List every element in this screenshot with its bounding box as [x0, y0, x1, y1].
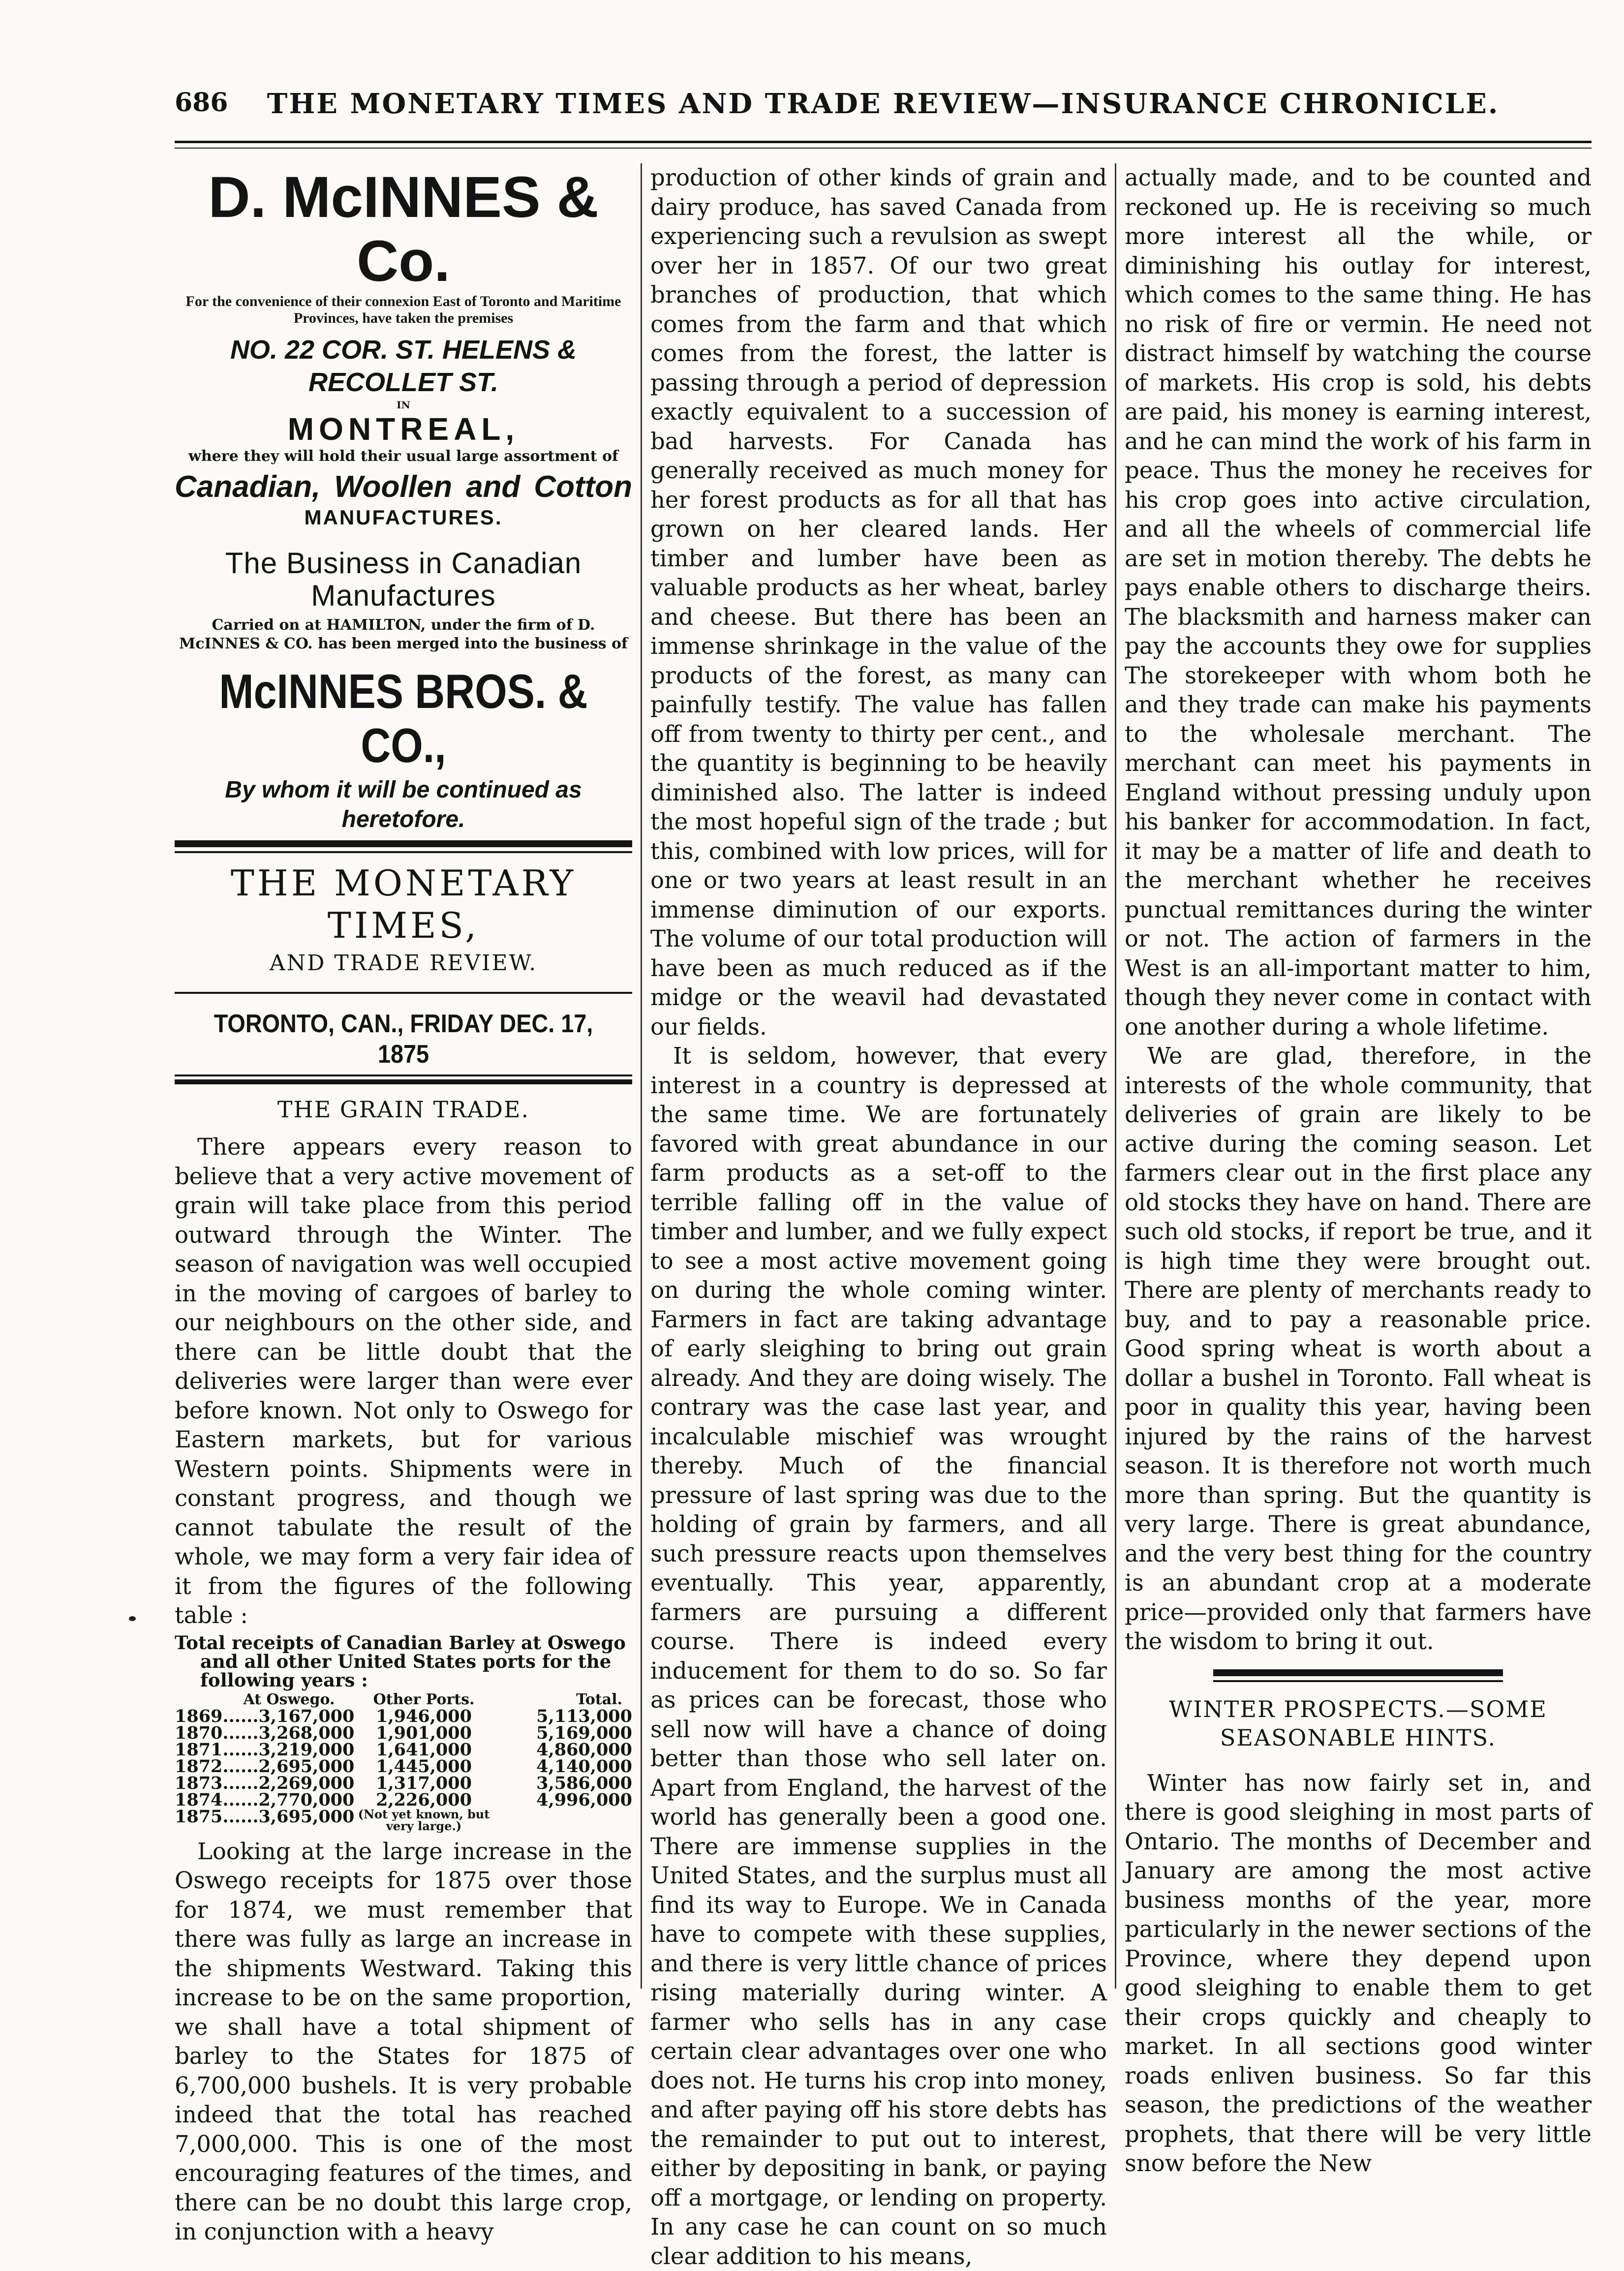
ad-goods-word: Cotton: [534, 470, 632, 504]
table-caption: [175, 1633, 632, 1689]
year-oswego-cell: [175, 1789, 355, 1810]
table-caption-line: and all other United States ports for the following years :: [200, 1650, 612, 1691]
total-value: [493, 1809, 632, 1832]
table-row: [175, 1742, 632, 1758]
table-row: [175, 1809, 632, 1832]
ad-carried-on: Carried on at HAMILTON, under the firm of D. McINNES & CO. has been merged into the business of: [179, 616, 628, 652]
leader-dots: ......: [222, 1722, 259, 1743]
total-value: 4,996,000: [536, 1789, 632, 1810]
table-row: [175, 1792, 632, 1809]
oswego-value: 2,770,000: [258, 1789, 355, 1810]
column-3: [1125, 163, 1592, 2177]
year-oswego-cell: [175, 1722, 355, 1743]
page-number: 686: [175, 88, 228, 118]
barley-receipts-table: [175, 1691, 632, 1832]
oswego-value: 2,695,000: [258, 1756, 355, 1777]
year: 1875: [175, 1806, 223, 1827]
other-ports-value: 1,901,000: [376, 1722, 472, 1743]
total-value: 3,586,000: [536, 1773, 632, 1793]
table-row: [175, 1758, 632, 1775]
separator-rule-thick: [1213, 1669, 1502, 1676]
masthead-rule: [175, 992, 632, 994]
oswego-value: 3,268,000: [258, 1722, 355, 1743]
year-oswego-cell: [175, 1758, 354, 1775]
table-header: Other Ports.: [373, 1690, 475, 1708]
article-heading: THE GRAIN TRADE.: [277, 1096, 530, 1123]
article-separator: [1125, 1669, 1592, 1682]
year: 1870: [175, 1722, 223, 1743]
ad-goods-word: and: [466, 470, 521, 504]
article-body: [175, 1133, 632, 2247]
other-ports-value: 1,641,000: [376, 1739, 472, 1760]
column-divider-1: [641, 163, 642, 1989]
mcinnes-advertisement: [175, 165, 632, 834]
ad-in: IN: [397, 399, 410, 411]
table-row: [175, 1725, 632, 1742]
ad-manufactures: MANUFACTURES.: [304, 506, 503, 529]
dateline: TORONTO, CAN., FRIDAY DEC. 17, 1875: [214, 1010, 593, 1069]
ad-continued: By whom it will be continued as heretofore.: [225, 777, 582, 832]
total-value: 5,113,000: [536, 1706, 632, 1726]
year-oswego-cell: [175, 1708, 354, 1725]
other-ports-value: 2,226,000: [376, 1789, 472, 1810]
leader-dots: ......: [222, 1806, 259, 1827]
leader-dots: ......: [222, 1739, 259, 1760]
table-header: Total.: [576, 1690, 622, 1708]
table-row: [175, 1775, 632, 1792]
year-oswego-cell: [175, 1739, 355, 1760]
header-rule-thin: [175, 148, 1592, 149]
ad-where: where they will hold their usual large assortment of: [188, 448, 618, 465]
ad-goods-word: Canadian,: [175, 470, 321, 504]
leader-dots: ......: [222, 1789, 259, 1810]
table-caption-line: Total receipts of Canadian Barley at Oswego: [175, 1631, 626, 1654]
masthead: [175, 862, 632, 977]
ad-business-title: The Business in Canadian Manufactures: [225, 547, 582, 612]
running-header: [175, 88, 1592, 127]
paragraph: Winter has now fairly set in, and there is good sleighing in most parts of Ontario. The months of December and January are among the most active business months of the year, more particularly in the newer sections of the Province, where they depend upon good sleighing to enable them to get their crops quickly and cheaply to market. In all sections good winter roads enliven business. So far this season, the predictions of the weather prophets, that there will be very little snow before the New: [1125, 1769, 1592, 2177]
column-1: [175, 163, 632, 2245]
total-value: 4,140,000: [536, 1756, 632, 1777]
separator-rule-thin: [1213, 1680, 1502, 1682]
other-ports-note: (Not yet known, but very large.): [358, 1807, 490, 1833]
running-title: THE MONETARY TIMES AND TRADE REVIEW—INSURANCE CHRONICLE.: [267, 88, 1500, 120]
article-body: [1125, 1769, 1592, 2179]
ad-rule-thin: [175, 851, 632, 853]
year: 1873: [175, 1773, 223, 1793]
margin-mark: [129, 1616, 136, 1621]
oswego-value: 2,269,000: [258, 1773, 355, 1793]
year: 1874: [175, 1789, 223, 1810]
ad-rule-thick: [175, 840, 632, 847]
other-ports-value: 1,946,000: [376, 1706, 472, 1726]
dateline-rule-thin: [175, 1074, 632, 1076]
dateline-rule-thick: [175, 1079, 632, 1084]
paragraph: actually made, and to be counted and reckoned up. He is receiving so much more interest all the while, or diminishing his outlay for interest, which comes to the same thing. He has no risk of fire or vermin. He need not distract himself by watching the course of markets. His crop is sold, his debts are paid, his money is earning interest, and he can mind the work of his farm in peace. Thus the money he receives for his crop goes into active circulation, and all the wheels of commercial life are set in motion thereby. The debts he pays enable others to discharge theirs. The blacksmith and harness maker can pay the accounts they owe for supplies The storekeeper with whom both he and they trade can make his payments to the wholesale merchant. The merchant can meet his payments in England without pressing unduly upon his banker for accommodation. In fact, it may be a matter of life and death to the merchant whether he receives punctual remittances during the winter or not. The action of farmers in the West is an all-important matter to him, though they never come in contact with one another during a whole lifetime.: [1125, 164, 1592, 1040]
year-oswego-cell: [175, 1775, 354, 1792]
ad-bros-name: McINNES BROS. & CO.,: [219, 664, 588, 772]
paragraph: production of other kinds of grain and dairy produce, has saved Canada from experiencing such a revulsion as swept over her in 1857. Of our two great branches of production, that which comes from the farm and that which comes from the forest, the latter is passing through a period of depression exactly equivalent to a succession of bad harvests. For Canada has generally received as much money for her forest products as for all that has grown on her cleared lands. Her timber and lumber have been as valuable products as her wheat, barley and cheese. But there has been an immense shrinkage in the value of the products of the forest, as many can painfully testify. The value has fallen off from twenty to thirty per cent., and the quantity is beginning to be heavily diminished also. The latter is indeed the most hopeful sign of the trade ; but this, combined with low prices, will for one or two years at least result in an immense diminution of our exports. The volume of our total production will have been as much reduced as if the midge or the weavil had devastated our fields.: [650, 164, 1107, 1040]
article-body-continued: [1125, 163, 1592, 1657]
ad-intro: For the convenience of their connexion East of Toronto and Maritime Provinces, have taken the premises: [185, 293, 621, 326]
ad-address: NO. 22 COR. ST. HELENS & RECOLLET ST.: [230, 335, 577, 397]
paragraph: Looking at the large increase in the Oswego receipts for 1875 over those for 1874, we must remember that there was fully as large an increase in the shipments Westward. Taking this increase to be on the same proportion, we shall have a total shipment of barley to the States for 1875 of 6,700,000 bushels. It is very probable indeed that the total has reached 7,000,000. This is one of the most encouraging features of the times, and there can be no doubt this large crop, in conjunction with a heavy: [175, 1838, 632, 2245]
year: 1869: [175, 1706, 223, 1726]
ad-city: MONTREAL,: [287, 411, 520, 447]
paragraph: We are glad, therefore, in the interests of the whole community, that deliveries of grain are likely to be active during the coming season. Let farmers clear out in the first place any old stocks they have on hand. There are such old stocks, if report be true, and it is high time they were brought out. There are plenty of merchants ready to buy, and to pay a reasonable price. Good spring wheat is worth about a dollar a bushel in Toronto. Fall wheat is poor in quality this year, having been injured by the rains of the harvest season. It is therefore not worth much more than spring. But the quantity is very large. There is great abundance, and the very best thing for the country is an abundant crop at a moderate price—provided only that farmers have the wisdom to bring it out.: [1125, 1043, 1592, 1655]
article-heading: WINTER PROSPECTS.—SOME SEASONABLE HINTS.: [1169, 1695, 1547, 1751]
table-header: At Oswego.: [243, 1690, 335, 1708]
year: 1871: [175, 1739, 223, 1760]
paragraph: It is seldom, however, that every interest in a country is depressed at the same time. We are fortunately favored with great abundance in our farm products as a set-off to the terrible falling off in the value of timber and lumber, and we fully expect to see a most active movement going on during the whole coming winter. Farmers in fact are taking advantage of early sleighing to bring out grain already. And they are doing wisely. The contrary was the case last year, and incalculable mischief was wrought thereby. Much of the financial pressure of last spring was due to the holding of grain by farmers, and all such pressure reacts upon themselves eventually. This year, apparently, farmers are pursuing a different course. There is indeed every inducement for them to do so. So far as prices can be forecast, those who sell now will have a chance of doing better than those who sell later on. Apart from England, the harvest of the world has generally been a good one. There are immense supplies in the United States, and the surplus must all find its way to Europe. We in Canada have to compete with these supplies, and there is very little chance of prices rising materially during winter. A farmer who sells has in any case certain clear advantages over one who does not. He turns his crop into money, and after paying off his store debts has the remainder to put out to interest, either by depositing in bank, or paying off a mortgage, or lending on property. In any case he can count on so much clear addition to his means,: [650, 1043, 1107, 2270]
column-divider-2: [1115, 163, 1116, 1989]
leader-dots: ......: [222, 1773, 259, 1793]
other-ports-value: [354, 1809, 493, 1832]
header-rule-thick: [175, 141, 1592, 143]
paragraph: There appears every reason to believe that a very active movement of grain will take place from this period outward through the Winter. The season of navigation was well occupied in the moving of cargoes of barley to our neighbours on the other side, and there can be little doubt that the deliveries were larger than were ever before known. Not only to Oswego for Eastern markets, but for various Western points. Shipments were in constant progress, and though we cannot tabulate the result of the whole, we may form a very fair idea of it from the figures of the following table :: [175, 1134, 632, 1628]
other-ports-value: 1,317,000: [376, 1773, 472, 1793]
ad-goods: [175, 469, 632, 505]
masthead-name: THE MONETARY TIMES,: [230, 862, 577, 946]
other-ports-value: 1,445,000: [376, 1756, 472, 1777]
article-body-continued: [650, 163, 1107, 2271]
total-value: 5,169,000: [536, 1722, 632, 1743]
oswego-value: 3,695,000: [258, 1806, 355, 1827]
ad-goods-word: Woollen: [334, 470, 453, 504]
column-2: [650, 163, 1107, 2270]
masthead-sub: AND TRADE REVIEW.: [269, 951, 538, 976]
total-value: 4,860,000: [536, 1739, 632, 1760]
year: 1872: [175, 1756, 223, 1777]
ad-firm-name: D. McINNES & Co.: [208, 165, 599, 294]
year-oswego-cell: [175, 1806, 355, 1832]
oswego-value: 3,167,000: [258, 1706, 355, 1726]
oswego-value: 3,219,000: [258, 1739, 355, 1760]
leader-dots: ......: [222, 1706, 259, 1726]
table-row: [175, 1708, 632, 1725]
leader-dots: ......: [222, 1756, 259, 1777]
